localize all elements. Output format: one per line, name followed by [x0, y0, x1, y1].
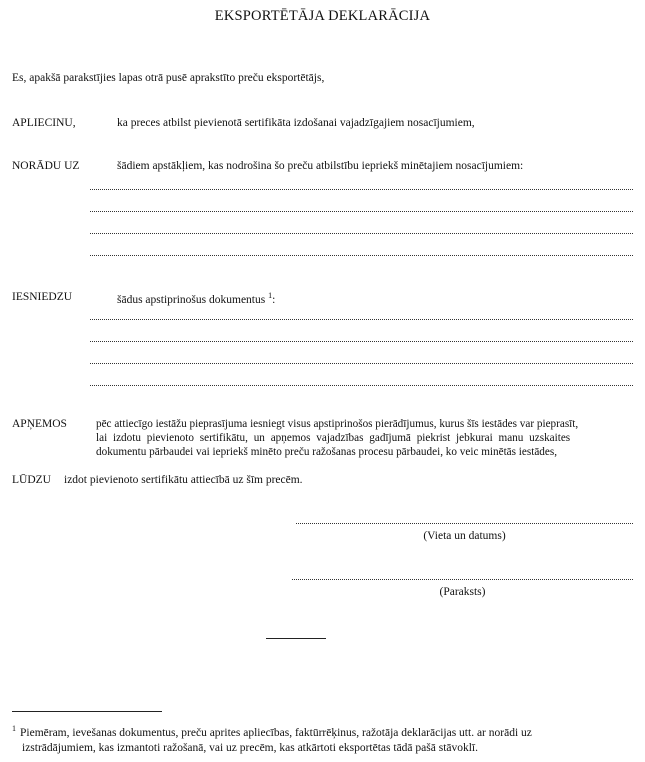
footnote-separator: [12, 711, 162, 712]
iesniedzu-line-3[interactable]: [90, 362, 633, 364]
place-date-line[interactable]: [296, 522, 633, 524]
footnote-line-2: izstrādājumiem, kas izmantoti ražošanā, vai uz precēm, kas atkārtoti eksportētas tādā pašā stāvoklī.: [22, 741, 479, 754]
signature-label: (Paraksts): [439, 586, 486, 598]
footnote-ref: 1: [268, 291, 273, 300]
noradu-text: šādiem apstākļiem, kas nodrošina šo preču atbilstību iepriekš minētajiem nosacījumiem:: [117, 160, 524, 172]
footnote-line-1: Piemēram, ievešanas dokumentus, preču aprites apliecības, faktūrrēķinus, ražotāja deklarācijas utt. ar norādi uz: [20, 726, 532, 739]
apnemos-label: APŅEMOS: [12, 418, 67, 430]
iesniedzu-line-2[interactable]: [90, 340, 633, 342]
iesniedzu-line-1[interactable]: [90, 318, 633, 320]
noradu-line-3[interactable]: [90, 232, 633, 234]
signature-line[interactable]: [292, 578, 633, 580]
apnemos-line-1: pēc attiecīgo iestāžu pieprasījuma iesniegt visus apstiprinošos pierādījumus, kurus šīs iestādes var pieprasīt,: [96, 418, 579, 430]
noradu-line-4[interactable]: [90, 254, 633, 256]
iesniedzu-colon: :: [272, 293, 276, 306]
apliecinu-label: APLIECINU,: [12, 117, 76, 129]
noradu-label: NORĀDU UZ: [12, 160, 80, 172]
place-date-label: (Vieta un datums): [423, 530, 506, 542]
iesniedzu-line-4[interactable]: [90, 384, 633, 386]
iesniedzu-text: šādus apstiprinošus dokumentus: [117, 293, 266, 306]
iesniedzu-label: IESNIEDZU: [12, 291, 73, 303]
intro-text: Es, apakšā parakstījies lapas otrā pusē aprakstīto preču eksportētājs,: [12, 72, 325, 84]
noradu-line-2[interactable]: [90, 210, 633, 212]
iesniedzu-text-wrap: [117, 291, 275, 306]
apnemos-line-2: lai izdotu pievienoto sertifikātu, un apņemos vajadzības gadījumā piekrist jebkurai manu uzskaites: [96, 432, 571, 444]
footnote: [12, 721, 632, 756]
separator-rule: [266, 638, 326, 639]
ludzu-text: izdot pievienoto sertifikātu attiecībā uz šīm precēm.: [64, 474, 303, 486]
page-title: EKSPORTĒTĀJA DEKLARĀCIJA: [214, 8, 431, 24]
noradu-line-1[interactable]: [90, 188, 633, 190]
footnote-number: 1: [12, 724, 16, 733]
apliecinu-text: ka preces atbilst pievienotā sertifikāta izdošanai vajadzīgajiem nosacījumiem,: [117, 117, 475, 129]
apnemos-line-3: dokumentu pārbaudei vai iepriekš minēto preču ražošanas procesu pārbaudei, ko veic minētās iestādes,: [96, 446, 558, 458]
ludzu-label: LŪDZU: [12, 474, 51, 486]
